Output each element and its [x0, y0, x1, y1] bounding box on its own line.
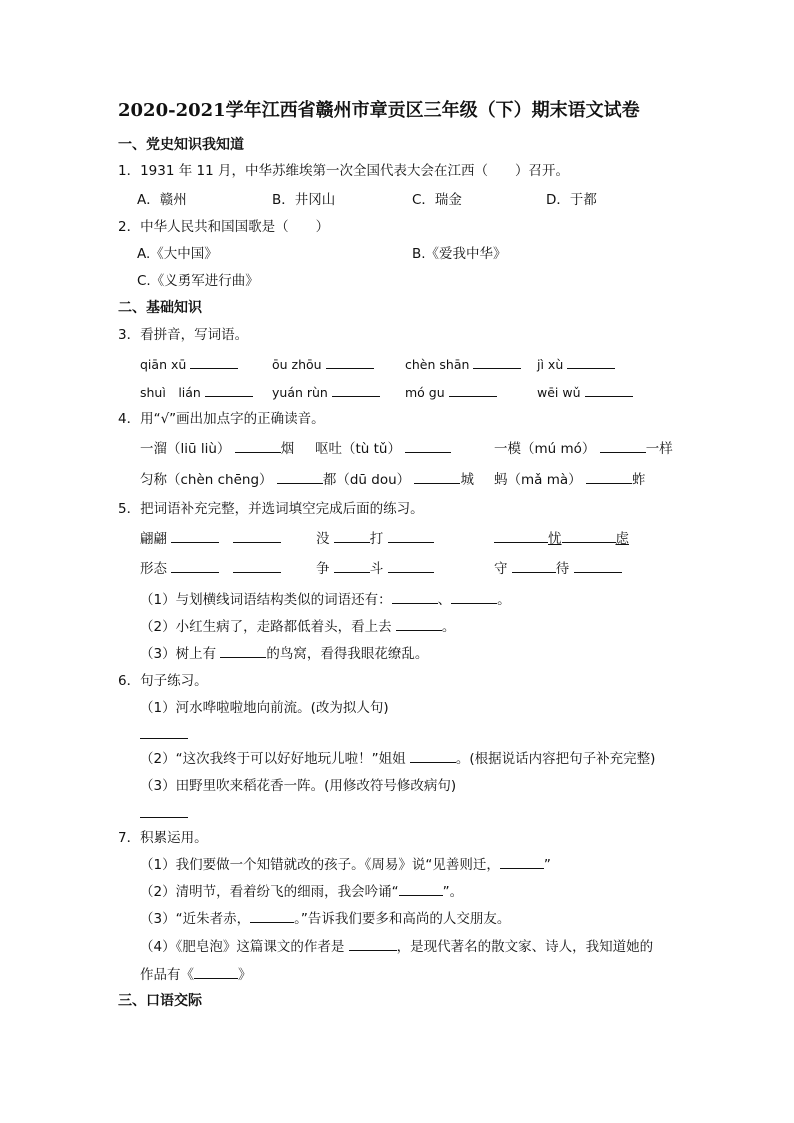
pronunciation-item: 匀称（chèn chēng） 都（dū dou） 城: [140, 472, 474, 488]
answer-line[interactable]: [140, 738, 188, 739]
q1-option-a: A．赣州: [137, 192, 187, 208]
q1-option-d: D．于都: [546, 192, 597, 208]
answer-blank[interactable]: [405, 440, 451, 453]
answer-blank[interactable]: [567, 356, 615, 369]
answer-blank[interactable]: [194, 966, 238, 979]
pinyin-item: yuán rùn: [272, 384, 380, 402]
q2-option-b: B.《爱我中华》: [412, 246, 507, 262]
answer-blank[interactable]: [332, 384, 380, 397]
q1-option-c: C．瑞金: [412, 192, 462, 208]
pinyin-item: chèn shān: [405, 356, 521, 374]
pinyin-item: mó gu: [405, 384, 497, 402]
section-3-heading: 三、口语交际: [118, 993, 202, 1009]
answer-blank[interactable]: [277, 471, 323, 484]
answer-blank[interactable]: [171, 560, 219, 573]
answer-blank[interactable]: [171, 530, 219, 543]
q6-subquestion-2: （2）“这次我终于可以好好地玩儿啦！”姐姐 。(根据说话内容把句子补充完整): [140, 751, 656, 767]
question-2-stem: 2．中华人民共和国国歌是（ ）: [118, 219, 330, 235]
q5-subquestion-3: （3）树上有 的鸟窝，看得我眼花缭乱。: [140, 646, 429, 662]
answer-blank[interactable]: [233, 560, 281, 573]
answer-blank[interactable]: [399, 883, 443, 896]
question-7-stem: 7．积累运用。: [118, 830, 208, 846]
q5-subquestion-2: （2）小红生病了，走路都低着头，看上去 。: [140, 619, 456, 635]
word-fill-item: 争 斗: [316, 560, 434, 578]
pinyin-item: ōu zhōu: [272, 356, 374, 374]
answer-blank[interactable]: [326, 356, 374, 369]
q5-subquestion-1: （1）与划横线词语结构类似的词语还有： 、 。: [140, 592, 511, 608]
answer-blank[interactable]: [494, 530, 548, 543]
answer-blank[interactable]: [562, 530, 616, 543]
answer-blank[interactable]: [190, 356, 238, 369]
question-6-stem: 6．句子练习。: [118, 673, 208, 689]
answer-blank[interactable]: [396, 618, 442, 631]
answer-blank[interactable]: [585, 384, 633, 397]
q6-subquestion-1: （1）河水哗啦啦地向前流。(改为拟人句): [140, 700, 389, 716]
pinyin-item: jì xù: [537, 356, 615, 374]
pinyin-item: shuì lián: [140, 384, 253, 402]
answer-blank[interactable]: [600, 440, 646, 453]
answer-blank[interactable]: [220, 645, 266, 658]
q6-subquestion-3: （3）田野里吹来稻花香一阵。(用修改符号修改病句): [140, 778, 457, 794]
answer-blank[interactable]: [250, 910, 294, 923]
answer-blank[interactable]: [205, 384, 253, 397]
page-title: 2020-2021学年江西省赣州市章贡区三年级（下）期末语文试卷: [118, 100, 640, 121]
answer-blank[interactable]: [512, 560, 556, 573]
answer-blank[interactable]: [451, 591, 497, 604]
answer-blank[interactable]: [414, 471, 460, 484]
q7-subquestion-1: （1）我们要做一个知错就改的孩子。《周易》说“见善则迁， ”: [140, 857, 551, 873]
answer-blank[interactable]: [574, 560, 622, 573]
section-1-heading: 一、党史知识我知道: [118, 137, 244, 153]
question-3-stem: 3．看拼音，写词语。: [118, 327, 249, 343]
section-2-heading: 二、基础知识: [118, 300, 202, 316]
answer-blank[interactable]: [235, 440, 281, 453]
pronunciation-item: 一模（mú mó） 一样: [494, 441, 673, 457]
answer-blank[interactable]: [392, 591, 438, 604]
q1-option-b: B．井冈山: [272, 192, 336, 208]
q7-subquestion-3: （3）“近朱者赤， 。”告诉我们要多和高尚的人交朋友。: [140, 911, 511, 927]
pronunciation-item: 一溜（liū liù） 烟: [140, 441, 295, 457]
answer-blank[interactable]: [388, 560, 434, 573]
question-1-stem: 1．1931 年 11 月，中华苏维埃第一次全国代表大会在江西（ ）召开。: [118, 163, 569, 179]
word-fill-item: 忧 虑: [494, 530, 629, 548]
word-fill-item: 守 待: [494, 560, 622, 578]
answer-blank[interactable]: [388, 530, 434, 543]
answer-blank[interactable]: [410, 750, 456, 763]
pinyin-item: wēi wǔ: [537, 384, 633, 402]
pronunciation-item: 蚂（mǎ mà） 蚱: [494, 472, 646, 488]
answer-line[interactable]: [140, 817, 188, 818]
question-4-stem: 4．用“√”画出加点字的正确读音。: [118, 411, 325, 427]
answer-blank[interactable]: [449, 384, 497, 397]
answer-blank[interactable]: [233, 530, 281, 543]
answer-blank[interactable]: [349, 938, 397, 951]
q7-subquestion-2: （2）清明节，看着纷飞的细雨，我会吟诵“ ”。: [140, 884, 464, 900]
word-fill-item: 形态: [140, 560, 281, 578]
q7-subquestion-4-continued: 作品有《 》: [140, 967, 252, 983]
answer-blank[interactable]: [500, 856, 544, 869]
answer-blank[interactable]: [586, 471, 632, 484]
question-5-stem: 5．把词语补充完整，并选词填空完成后面的练习。: [118, 501, 424, 517]
pronunciation-item: 呕吐（tù tǔ）: [315, 440, 451, 458]
q2-option-c: C.《义勇军进行曲》: [137, 273, 259, 289]
answer-blank[interactable]: [334, 560, 370, 573]
answer-blank[interactable]: [473, 356, 521, 369]
q7-subquestion-4: （4）《肥皂泡》这篇课文的作者是 ，是现代著名的散文家、诗人，我知道她的: [140, 939, 654, 955]
word-fill-item: 翩翩: [140, 530, 281, 548]
answer-blank[interactable]: [334, 530, 370, 543]
pinyin-item: qiān xū: [140, 356, 238, 374]
word-fill-item: 没 打: [316, 530, 434, 548]
q2-option-a: A.《大中国》: [137, 246, 218, 262]
